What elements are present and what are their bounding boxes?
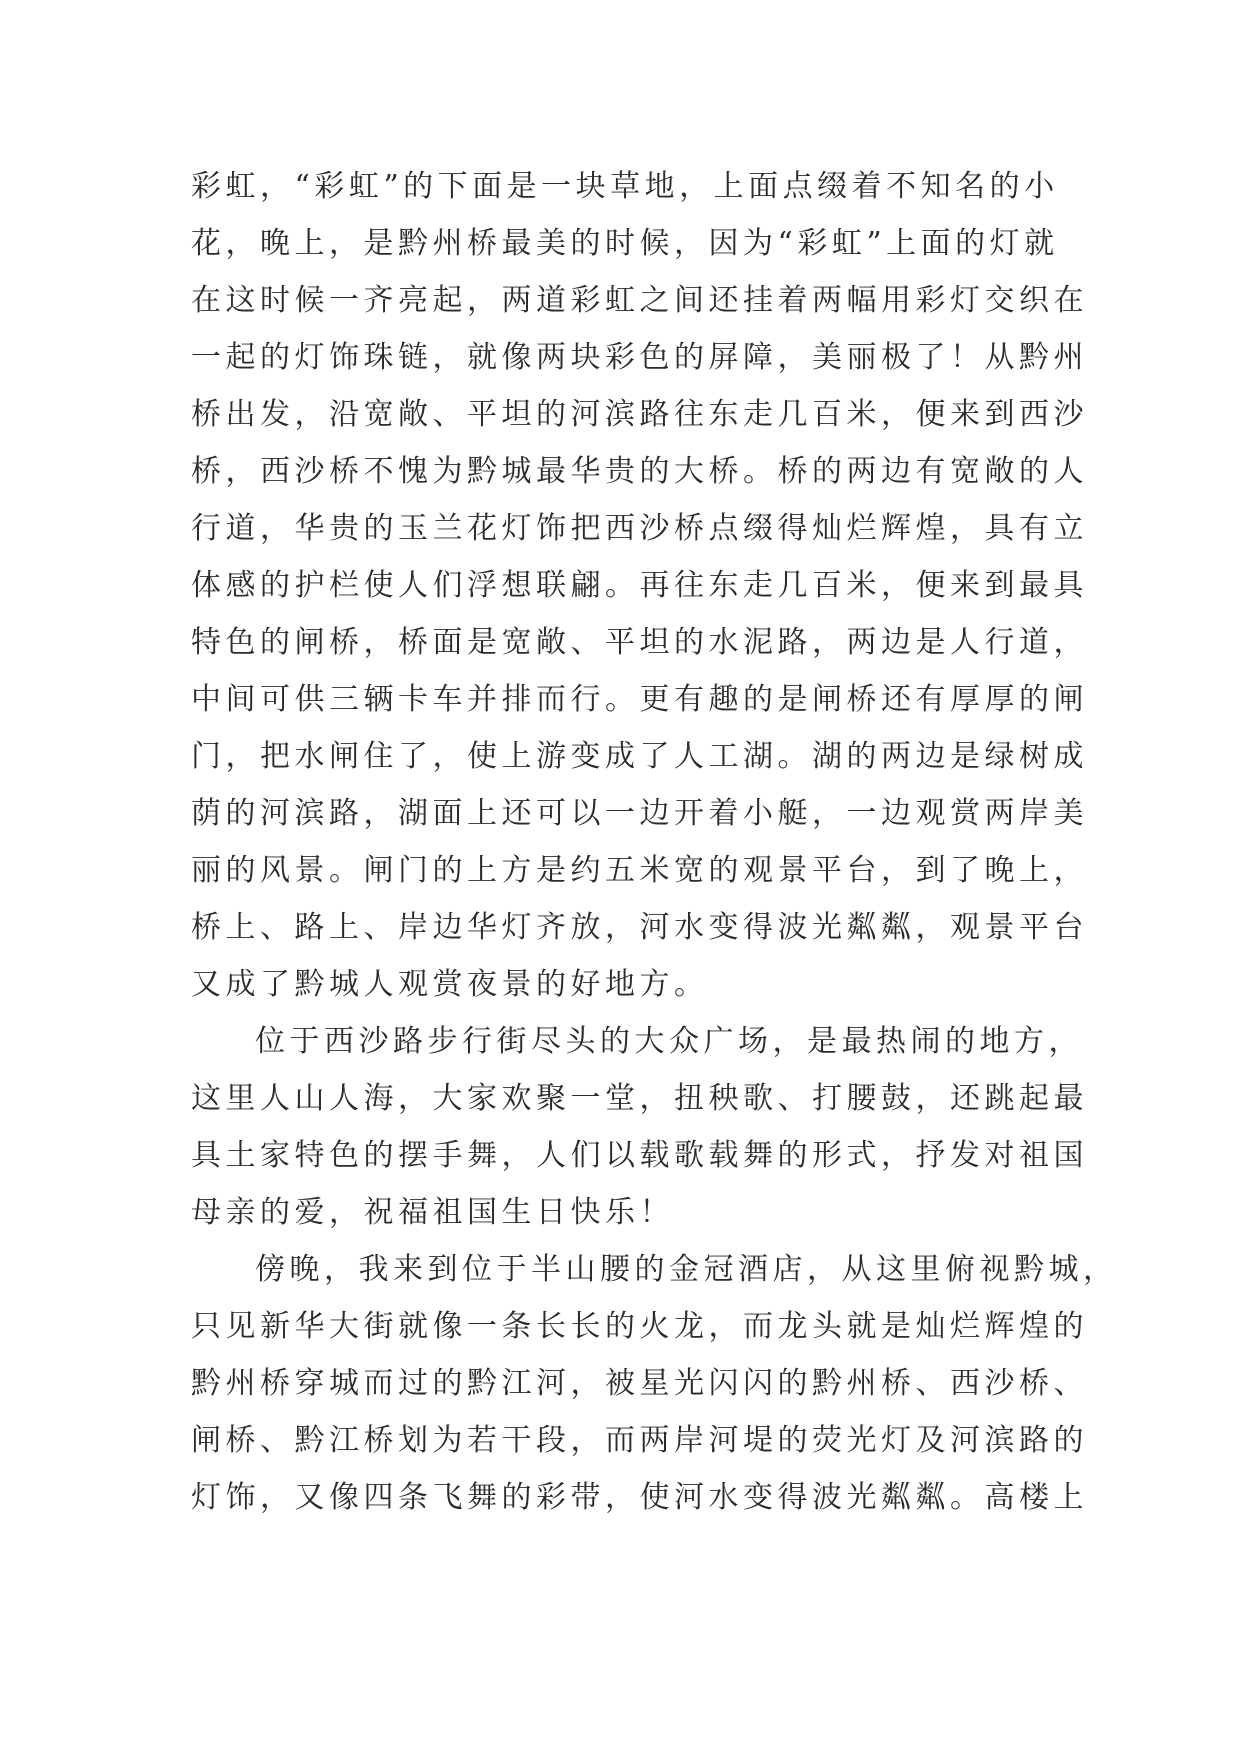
- text-line: 体感的护栏使人们浮想联翩。再往东走几百米，便来到最具: [191, 568, 1088, 603]
- text-line: 灯饰，又像四条飞舞的彩带，使河水变得波光粼粼。高楼上: [191, 1480, 1088, 1515]
- text-line: 只见新华大街就像一条长长的火龙，而龙头就是灿烂辉煌的: [191, 1309, 1088, 1344]
- text-line: 桥，西沙桥不愧为黔城最华贵的大桥。桥的两边有宽敞的人: [191, 454, 1088, 489]
- text-line: 这里人山人海，大家欢聚一堂，扭秧歌、打腰鼓，还跳起最: [191, 1081, 1088, 1116]
- text-line: 在这时候一齐亮起，两道彩虹之间还挂着两幅用彩灯交织在: [191, 283, 1088, 318]
- text-line: 桥出发，沿宽敞、平坦的河滨路往东走几百米，便来到西沙: [191, 397, 1088, 432]
- text-line: 门，把水闸住了，使上游变成了人工湖。湖的两边是绿树成: [191, 739, 1088, 774]
- text-line: 彩虹，“彩虹”的下面是一块草地，上面点缀着不知名的小: [191, 169, 1059, 204]
- text-line: 桥上、路上、岸边华灯齐放，河水变得波光粼粼，观景平台: [191, 910, 1088, 945]
- text-line: 闸桥、黔江桥划为若干段，而两岸河堤的荧光灯及河滨路的: [191, 1423, 1088, 1458]
- text-line: 丽的风景。闸门的上方是约五米宽的观景平台，到了晚上，: [191, 853, 1088, 888]
- text-line: 中间可供三辆卡车并排而行。更有趣的是闸桥还有厚厚的闸: [191, 682, 1088, 717]
- text-line: 特色的闸桥，桥面是宽敞、平坦的水泥路，两边是人行道，: [191, 625, 1088, 660]
- text-line: 又成了黔城人观赏夜景的好地方。: [191, 967, 709, 1002]
- text-line: 具土家特色的摆手舞，人们以载歌载舞的形式，抒发对祖国: [191, 1138, 1088, 1173]
- text-line: 黔州桥穿城而过的黔江河，被星光闪闪的黔州桥、西沙桥、: [191, 1366, 1088, 1401]
- text-line: 行道，华贵的玉兰花灯饰把西沙桥点缀得灿烂辉煌，具有立: [191, 511, 1088, 546]
- text-line: 一起的灯饰珠链，就像两块彩色的屏障，美丽极了！从黔州: [191, 340, 1088, 375]
- text-line: 荫的河滨路，湖面上还可以一边开着小艇，一边观赏两岸美: [191, 796, 1088, 831]
- text-line: 母亲的爱，祝福祖国生日快乐！: [191, 1195, 674, 1230]
- document-body: [191, 158, 1118, 1526]
- paragraph-first-line: 位于西沙路步行街尽头的大众广场，是最热闹的地方，: [255, 1024, 1083, 1059]
- text-line: 花，晚上，是黔州桥最美的时候，因为“彩虹”上面的灯就: [191, 226, 1059, 261]
- paragraph-first-line: 傍晚，我来到位于半山腰的金冠酒店，从这里俯视黔城，: [255, 1252, 1118, 1287]
